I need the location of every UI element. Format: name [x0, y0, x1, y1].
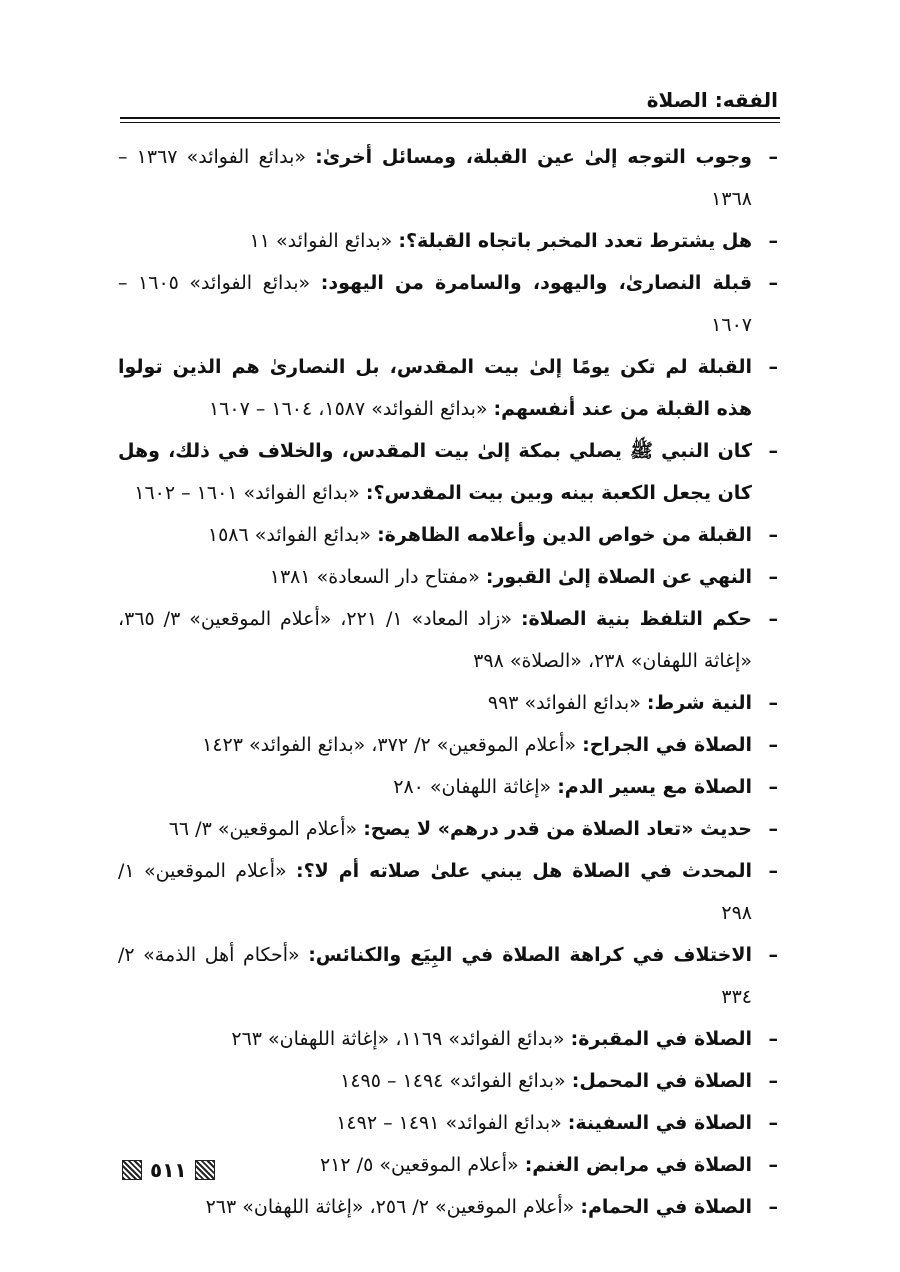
entry-dash: – [768, 1196, 778, 1218]
entry-dash: – [768, 1070, 778, 1092]
index-entry [118, 1144, 780, 1186]
entry-dash: – [768, 1112, 778, 1134]
entry-subject: المحدث في الصلاة هل يبني علىٰ صلاته أم لا؟: [296, 860, 752, 882]
entry-dash: – [768, 1154, 778, 1176]
index-entries-list [118, 136, 780, 1228]
entry-dash: – [768, 524, 778, 546]
entry-dash: – [768, 146, 778, 168]
entry-dash: – [768, 1028, 778, 1050]
entry-dash: – [768, 356, 778, 378]
entry-references: «أعلام الموقعين» ٢/ ٢٥٦، «إغاثة اللهفان» ٢٦٣ [205, 1196, 581, 1218]
entry-references: «أعلام الموقعين» ٣/ ٦٦ [168, 818, 364, 840]
entry-subject: قبلة النصارىٰ، واليهود، والسامرة من اليهود: [320, 272, 753, 294]
entry-dash: – [768, 734, 778, 756]
entry-dash: – [768, 818, 778, 840]
index-entry [118, 136, 780, 220]
running-header-title: الفقه: الصلاة [646, 88, 778, 112]
index-entry [118, 766, 780, 808]
index-entry [118, 724, 780, 766]
entry-subject: القبلة لم تكن يومًا إلىٰ بيت المقدس، بل النصارىٰ هم الذين تولوا هذه القبلة من عند أنفسهم: [118, 356, 752, 420]
index-entry [118, 598, 780, 682]
entry-dash: – [768, 860, 778, 882]
entry-subject: الصلاة في مرابض الغنم: [524, 1154, 752, 1176]
entry-dash: – [768, 776, 778, 798]
entry-dash: – [768, 272, 778, 294]
index-entry [118, 430, 780, 514]
entry-references: «أعلام الموقعين» ١/ ٢٩٨ [118, 860, 752, 924]
entry-references: «بدائع الفوائد» ٩٩٣ [487, 692, 647, 714]
entry-references: «بدائع الفوائد» ١١ [249, 230, 399, 252]
entry-subject: الصلاة مع يسير الدم: [557, 776, 752, 798]
index-entry [118, 346, 780, 430]
index-entry [118, 514, 780, 556]
entry-dash: – [768, 608, 778, 630]
entry-subject: الاختلاف في كراهة الصلاة في البِيَع والكنائس: [308, 944, 752, 966]
entry-subject: الصلاة في المحمل: [571, 1070, 752, 1092]
entry-references: «بدائع الفوائد» ١٤٩٤ – ١٤٩٥ [340, 1070, 572, 1092]
index-entry [118, 220, 780, 262]
entry-references: «مفتاح دار السعادة» ١٣٨١ [269, 566, 486, 588]
header-rule-thin [120, 122, 780, 123]
entry-subject: الصلاة في الجراح: [582, 734, 752, 756]
entry-references: «بدائع الفوائد» ١٥٨٦ [207, 524, 378, 546]
arabesque-square-icon [122, 1160, 142, 1180]
index-entry [118, 934, 780, 1018]
entry-subject: كان النبي ﷺ يصلي بمكة إلىٰ بيت المقدس، والخلاف في ذلك، وهل كان يجعل الكعبة بينه وبين بيت المقدس؟: [118, 440, 752, 504]
index-entry [118, 1018, 780, 1060]
entry-references: «بدائع الفوائد» ١٤٩١ – ١٤٩٢ [336, 1112, 568, 1134]
index-entry [118, 1102, 780, 1144]
entry-subject: القبلة من خواص الدين وأعلامه الظاهرة: [377, 524, 752, 546]
index-entry [118, 808, 780, 850]
entry-dash: – [768, 566, 778, 588]
index-entry [118, 556, 780, 598]
page-footer [122, 1156, 215, 1184]
entry-references: «بدائع الفوائد» ١٥٨٧، ١٦٠٤ – ١٦٠٧ [208, 398, 494, 420]
entry-subject: الصلاة في السفينة: [567, 1112, 752, 1134]
header-rule-thick [120, 117, 780, 119]
arabesque-square-icon [195, 1160, 215, 1180]
index-entry [118, 1186, 780, 1228]
entry-references: «بدائع الفوائد» ١٣٦٧ – ١٣٦٨ [118, 146, 752, 210]
entry-references: «أعلام الموقعين» ٥/ ٢١٢ [320, 1154, 525, 1176]
entry-subject: حديث «تعاد الصلاة من قدر درهم» لا يصح: [363, 818, 752, 840]
entry-dash: – [768, 440, 778, 462]
entry-references: «بدائع الفوائد» ١١٦٩، «إغاثة اللهفان» ٢٦٣ [231, 1028, 571, 1050]
index-entry [118, 850, 780, 934]
entry-subject: الصلاة في الحمام: [580, 1196, 752, 1218]
entry-references: «زاد المعاد» ١/ ٢٢١، «أعلام الموقعين» ٣/ ٣٦٥، «إغاثة اللهفان» ٢٣٨، «الصلاة» ٣٩٨ [118, 608, 752, 672]
entry-subject: هل يشترط تعدد المخبر باتجاه القبلة؟: [398, 230, 752, 252]
entry-subject: النهي عن الصلاة إلىٰ القبور: [485, 566, 752, 588]
entry-dash: – [768, 692, 778, 714]
entry-references: «أعلام الموقعين» ٢/ ٣٧٢، «بدائع الفوائد» ١٤٢٣ [202, 734, 583, 756]
entry-references: «أحكام أهل الذمة» ٢/ ٣٣٤ [118, 944, 752, 1008]
entry-references: «بدائع الفوائد» ١٦٠٥ – ١٦٠٧ [118, 272, 752, 336]
index-entry [118, 262, 780, 346]
entry-subject: النية شرط: [646, 692, 752, 714]
page-number: ٥١١ [150, 1158, 187, 1182]
entry-references: «إغاثة اللهفان» ٢٨٠ [393, 776, 558, 798]
index-entry [118, 682, 780, 724]
entry-references: «بدائع الفوائد» ١٦٠١ – ١٦٠٢ [134, 482, 366, 504]
entry-subject: وجوب التوجه إلىٰ عين القبلة، ومسائل أخرىٰ: [315, 146, 752, 168]
entry-subject: الصلاة في المقبرة: [570, 1028, 752, 1050]
entry-dash: – [768, 944, 778, 966]
entry-subject: حكم التلفظ بنية الصلاة: [520, 608, 752, 630]
entry-dash: – [768, 230, 778, 252]
index-entry [118, 1060, 780, 1102]
